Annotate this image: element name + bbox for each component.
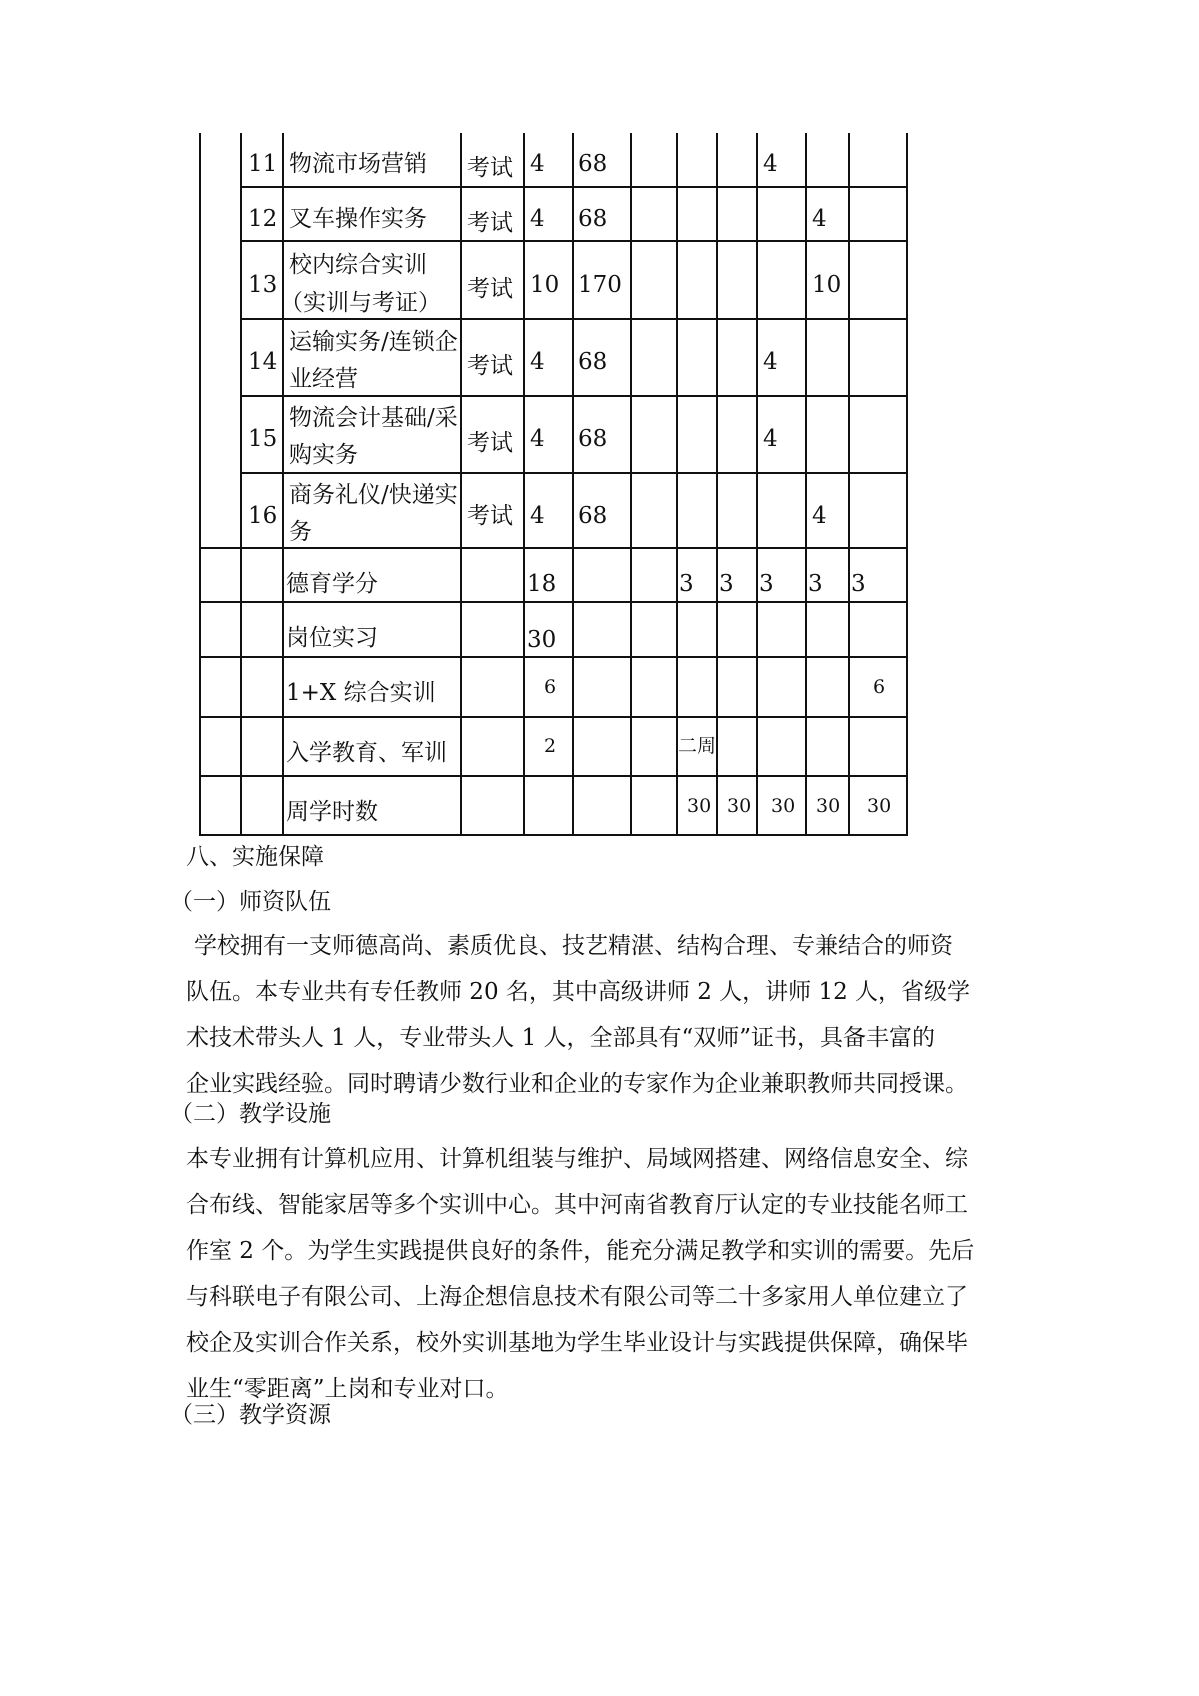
table-border (240, 133, 242, 548)
course-no: 12 (248, 206, 278, 232)
table-border (240, 240, 908, 242)
term-credit: 3 (759, 571, 774, 597)
hours: 68 (578, 206, 608, 232)
subsection-heading: （二）教学设施 (170, 1101, 331, 1127)
course-no: 15 (248, 426, 278, 452)
term-credit: 3 (851, 571, 866, 597)
course-name: 商务礼仪/快递实 (289, 482, 458, 508)
term-hours: 4 (812, 503, 827, 529)
table-border (240, 547, 242, 836)
credit: 2 (544, 735, 557, 757)
term-credit: 6 (873, 676, 886, 698)
table-border (199, 834, 908, 836)
term-hours: 4 (763, 426, 778, 452)
course-no: 16 (248, 503, 278, 529)
weekly-hours: 30 (687, 795, 712, 817)
table-border (630, 133, 632, 836)
hours: 170 (578, 272, 622, 298)
table-border (199, 133, 201, 836)
course-no: 13 (248, 272, 278, 298)
course-no: 11 (248, 151, 278, 177)
course-name: 叉车操作实务 (289, 206, 427, 232)
subsection-heading: （三）教学资源 (170, 1402, 331, 1428)
paragraph-line: 企业实践经验。同时聘请少数行业和企业的专家作为企业兼职教师共同授课。 (186, 1071, 968, 1097)
hours: 68 (578, 349, 608, 375)
table-border (716, 133, 718, 836)
exam-type: 考试 (467, 503, 513, 529)
course-name: 运输实务/连锁企 (289, 329, 458, 355)
course-name: 业经营 (289, 366, 358, 392)
weekly-hours: 30 (727, 795, 752, 817)
course-no: 14 (248, 349, 278, 375)
course-name: 物流会计基础/采 (289, 405, 458, 431)
summary-name: 1+X 综合实训 (286, 680, 436, 706)
term-credit: 3 (719, 571, 734, 597)
course-name: （实训与考证） (280, 290, 441, 316)
table-border (282, 133, 284, 836)
table-border (199, 775, 908, 777)
credit: 6 (544, 676, 557, 698)
table-border (906, 133, 908, 836)
weekly-hours: 30 (771, 795, 796, 817)
hours: 68 (578, 503, 608, 529)
paragraph-line: 学校拥有一支师德高尚、素质优良、技艺精湛、结构合理、专兼结合的师资 (194, 933, 953, 959)
hours: 68 (578, 151, 608, 177)
paragraph-line: 术技术带头人 1 人，专业带头人 1 人，全部具有“双师”证书，具备丰富的 (186, 1025, 936, 1051)
exam-type: 考试 (467, 353, 513, 379)
term-hours: 4 (763, 151, 778, 177)
table-border (756, 133, 758, 836)
credit: 4 (530, 349, 545, 375)
table-border (460, 133, 462, 836)
table-border (572, 133, 574, 836)
credit: 30 (527, 627, 557, 653)
course-name: 务 (289, 519, 312, 545)
term-credit: 3 (808, 571, 823, 597)
paragraph-line: 合布线、智能家居等多个实训中心。其中河南省教育厅认定的专业技能名师工 (186, 1192, 968, 1218)
term-hours: 10 (812, 272, 842, 298)
credit: 18 (527, 571, 557, 597)
credit: 4 (530, 426, 545, 452)
weekly-hours: 30 (867, 795, 892, 817)
table-border (523, 133, 525, 836)
table-border (848, 133, 850, 836)
weekly-hours: 30 (816, 795, 841, 817)
exam-type: 考试 (467, 276, 513, 302)
summary-name: 德育学分 (286, 571, 378, 597)
exam-type: 考试 (467, 210, 513, 236)
course-name: 物流市场营销 (289, 151, 427, 177)
course-name: 校内综合实训 (289, 252, 427, 278)
term-hours: 4 (763, 349, 778, 375)
hours: 68 (578, 426, 608, 452)
subsection-heading: （一）师资队伍 (170, 889, 331, 915)
credit: 4 (530, 206, 545, 232)
credit: 4 (530, 503, 545, 529)
paragraph-line: 队伍。本专业共有专任教师 20 名，其中高级讲师 2 人，讲师 12 人，省级学 (186, 979, 971, 1005)
term-duration: 二周 (678, 735, 717, 757)
credit: 10 (530, 272, 560, 298)
summary-name: 入学教育、军训 (286, 740, 447, 766)
table-border (240, 186, 908, 188)
term-credit: 3 (679, 571, 694, 597)
paragraph-facilities (186, 1136, 1036, 1412)
paragraph-faculty (186, 923, 1036, 1107)
summary-name: 岗位实习 (286, 625, 378, 651)
exam-type: 考试 (467, 430, 513, 456)
paragraph-line: 校企及实训合作关系，校外实训基地为学生毕业设计与实践提供保障，确保毕 (186, 1330, 968, 1356)
table-border (805, 133, 807, 836)
term-hours: 4 (812, 206, 827, 232)
course-name: 购实务 (289, 442, 358, 468)
credit: 4 (530, 151, 545, 177)
paragraph-line: 作室 2 个。为学生实践提供良好的条件，能充分满足教学和实训的需要。先后 (186, 1238, 975, 1264)
paragraph-line: 与科联电子有限公司、上海企想信息技术有限公司等二十多家用人单位建立了 (186, 1284, 968, 1310)
paragraph-line: 本专业拥有计算机应用、计算机组装与维护、局域网搭建、网络信息安全、综 (186, 1146, 968, 1172)
exam-type: 考试 (467, 155, 513, 181)
table-border (199, 716, 908, 718)
summary-name: 周学时数 (286, 799, 378, 825)
section-title: 八、实施保障 (186, 844, 324, 870)
paragraph-line: 业生“零距离”上岗和专业对口。 (186, 1376, 509, 1402)
